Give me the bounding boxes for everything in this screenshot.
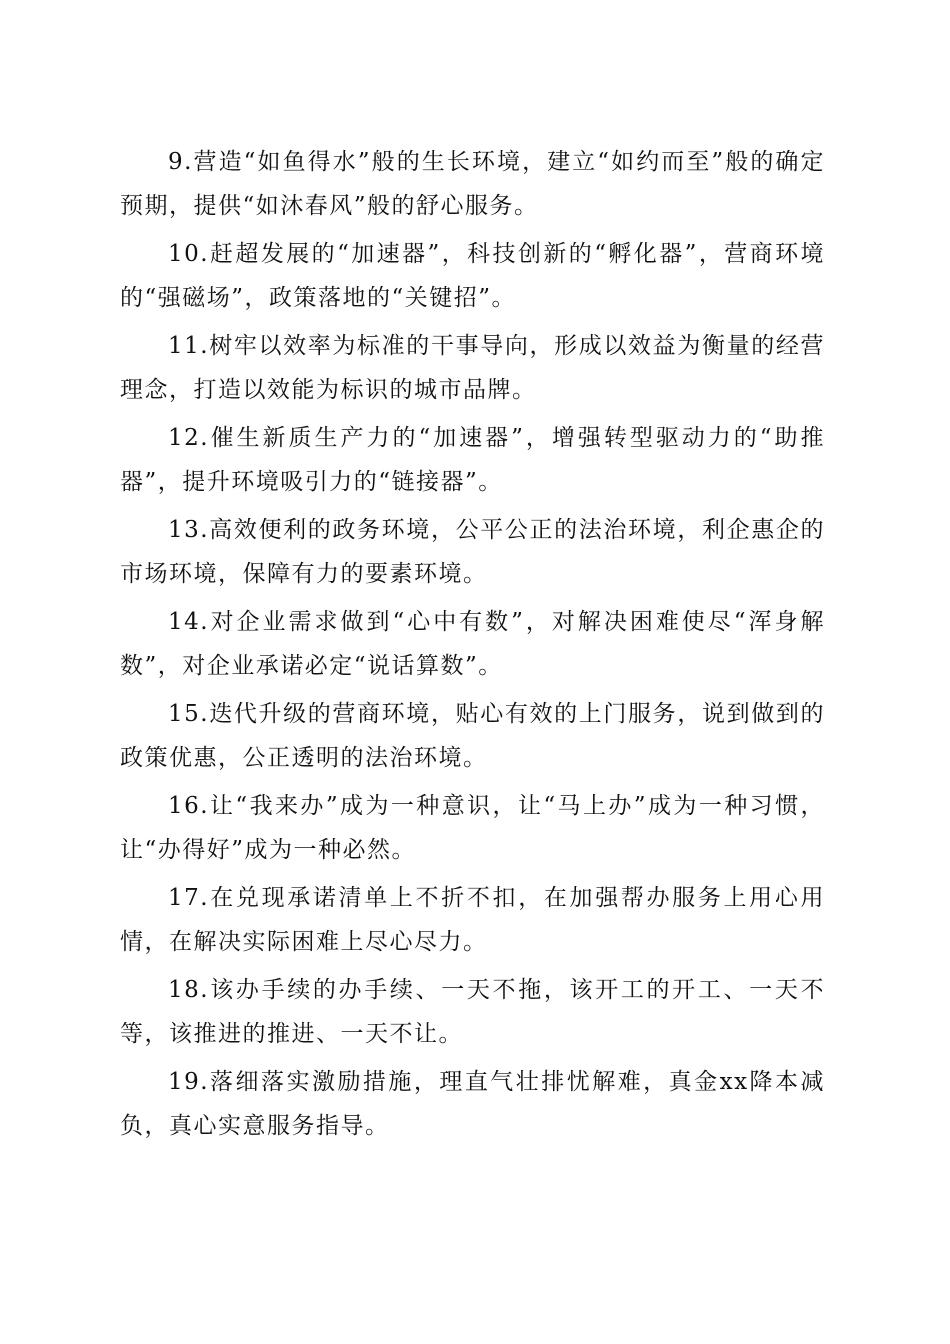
paragraph-9: 9.营造“如鱼得水”般的生长环境，建立“如约而至”般的确定预期，提供“如沐春风”般的舒心服务。 (120, 149, 825, 219)
paragraph-12: 12.催生新质生产力的“加速器”，增强转型驱动力的“助推器”，提升环境吸引力的“链接器”。 (120, 425, 825, 495)
document-body (120, 140, 825, 1152)
paragraph-19: 19.落细落实激励措施，理直气壮排忧解难，真金xx降本减负，真心实意服务指导。 (120, 1069, 825, 1139)
paragraph-13: 13.高效便利的政务环境，公平公正的法治环境，利企惠企的市场环境，保障有力的要素环境。 (120, 517, 825, 587)
paragraph-16: 16.让“我来办”成为一种意识，让“马上办”成为一种习惯，让“办得好”成为一种必然。 (120, 793, 825, 863)
paragraph-10: 10.赶超发展的“加速器”，科技创新的“孵化器”，营商环境的“强磁场”，政策落地的“关键招”。 (120, 241, 825, 311)
paragraph-17: 17.在兑现承诺清单上不折不扣，在加强帮办服务上用心用情，在解决实际困难上尽心尽力。 (120, 885, 825, 955)
paragraph-18: 18.该办手续的办手续、一天不拖，该开工的开工、一天不等，该推进的推进、一天不让。 (120, 977, 825, 1047)
paragraph-15: 15.迭代升级的营商环境，贴心有效的上门服务，说到做到的政策优惠，公正透明的法治环境。 (120, 701, 825, 771)
paragraph-11: 11.树牢以效率为标准的干事导向，形成以效益为衡量的经营理念，打造以效能为标识的城市品牌。 (120, 333, 825, 403)
paragraph-14: 14.对企业需求做到“心中有数”，对解决困难使尽“浑身解数”，对企业承诺必定“说话算数”。 (120, 609, 825, 679)
